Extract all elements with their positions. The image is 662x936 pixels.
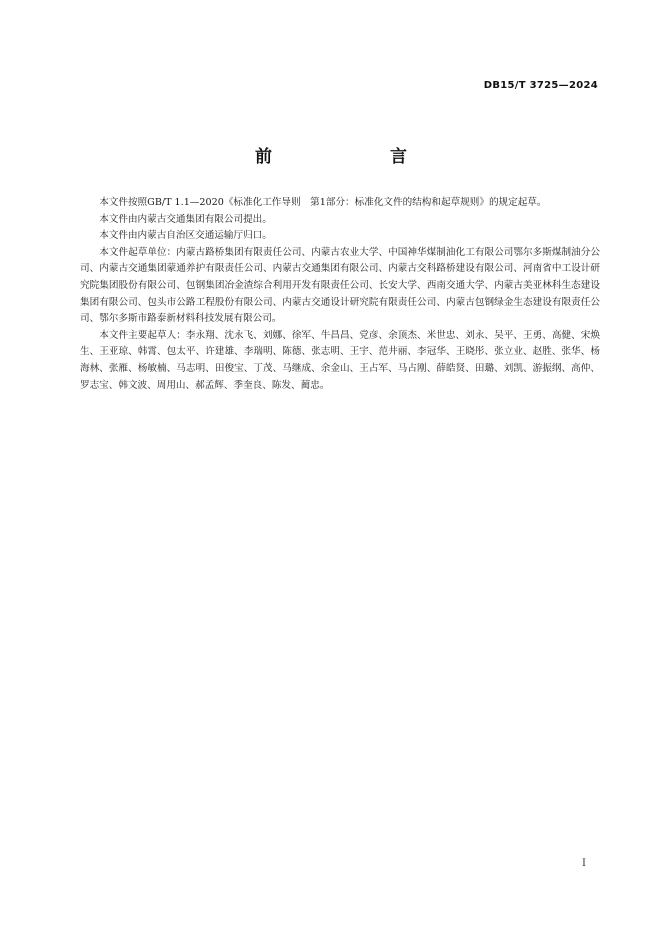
paragraph-administrator: 本文件由内蒙古自治区交通运输厅归口。 bbox=[99, 230, 272, 242]
foreword-body bbox=[80, 195, 600, 394]
standard-code: DB15/T 3725—2024 bbox=[483, 80, 598, 91]
page-number: I bbox=[582, 858, 586, 869]
paragraph-proposer: 本文件由内蒙古交通集团有限公司提出。 bbox=[99, 213, 272, 225]
page-title: 前 言 bbox=[255, 147, 435, 167]
paragraph-main-drafters: 本文件主要起草人：李永翔、沈永飞、刘娜、徐军、牛昌昌、党彦、余顶杰、米世忠、刘永、吴平、王勇、高健、宋焕生、王亚琼、韩霄、包太平、许建雄、李瑞明、陈德、张志明、王宇、范井丽、李冠华、王晓彤、张立业、赵胜、张华、杨海林、张雁、杨敏楠、马志明、田俊宝、丁茂、马继成、余金山、王占军、马占刚、薛皓贤、田璐、刘凯、游振纲、高仲、罗志宝、韩文波、周用山、郝孟辉、季奎良、陈发、蔺忠。 bbox=[80, 329, 600, 391]
paragraph-drafting-basis: 本文件按照GB/T 1.1—2020《标准化工作导则 第1部分：标准化文件的结构和起草规则》的规定起草。 bbox=[99, 197, 547, 208]
paragraph-drafting-units: 本文件起草单位：内蒙古路桥集团有限责任公司、内蒙古农业大学、中国神华煤制油化工有限公司鄂尔多斯煤制油分公司、内蒙古交通集团蒙通养护有限责任公司、内蒙古交通集团有限公司、内蒙古交科路桥建设有限公司、河南省中工设计研究院集团股份有限公司、包钢集团冶金渣综合利用开发有限责任公司、长安大学、西南交通大学、内蒙古美亚林科生态建设集团有限公司、包头市公路工程股份有限公司、内蒙古交通设计研究院有限责任公司、内蒙古包钢绿金生态建设有限责任公司、鄂尔多斯市路泰新材料科技发展有限公司。 bbox=[80, 246, 600, 325]
